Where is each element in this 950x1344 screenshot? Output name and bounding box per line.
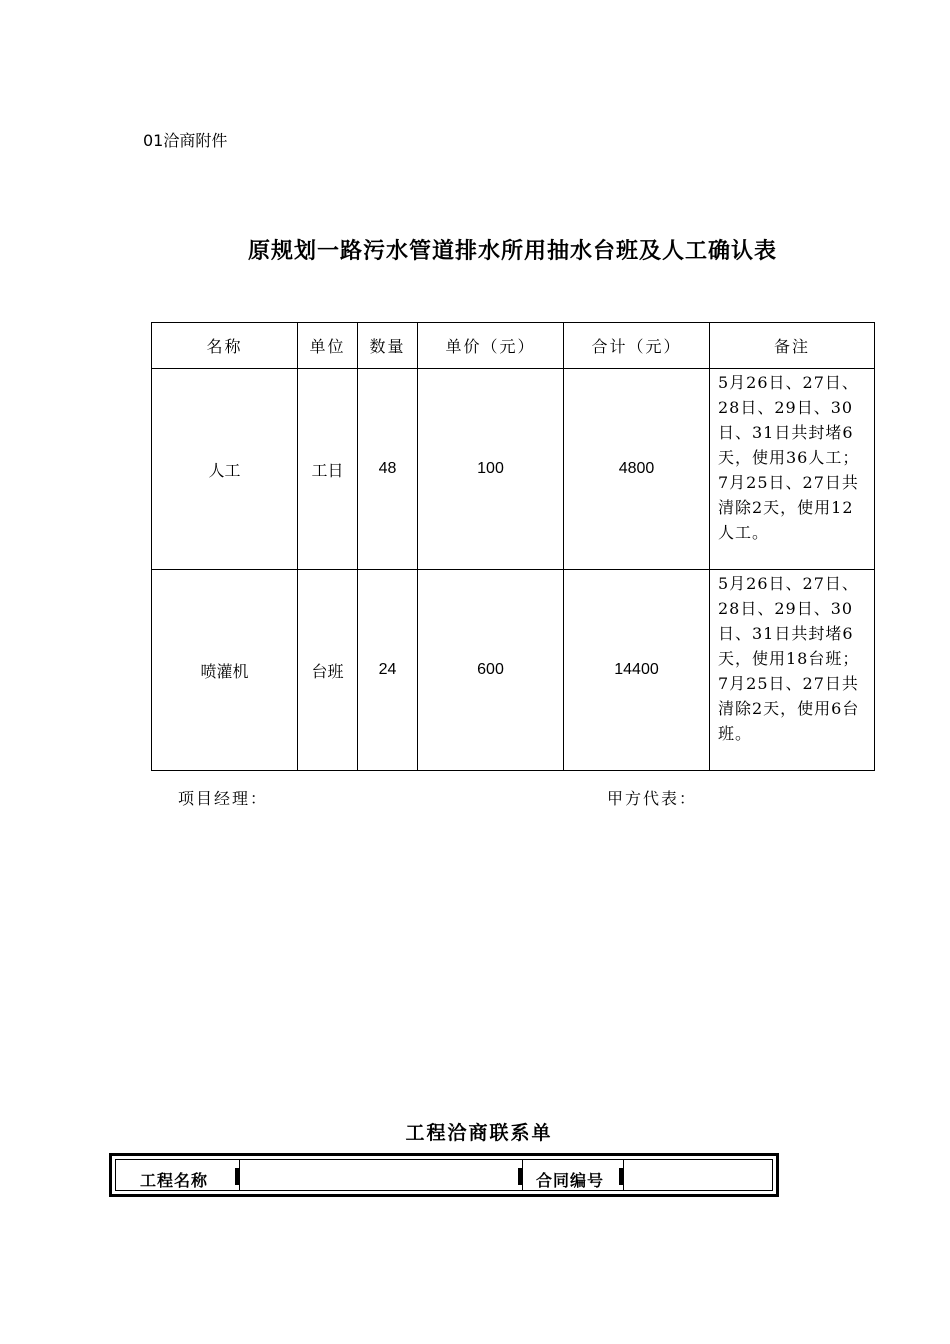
cell-remark: 5月26日、27日、28日、29日、30日、31日共封堵6天，使用18台班；7月25日、27日共清除2天，使用6台班。 [710, 570, 875, 771]
header-unit: 单位 [298, 323, 358, 369]
table-header-row [152, 323, 875, 369]
cell-total: 14400 [564, 570, 710, 771]
header-name: 名称 [152, 323, 298, 369]
project-manager-signature-label: 项目经理： [178, 789, 269, 808]
cell-divider-line [522, 1160, 523, 1190]
header-unit-price: 单价（元） [418, 323, 564, 369]
cell-divider-line [239, 1160, 240, 1190]
cell-remark: 5月26日、27日、28日、29日、30日、31日共封堵6天，使用36人工；7月25日、27日共清除2天，使用12人工。 [710, 369, 875, 570]
header-total: 合计（元） [564, 323, 710, 369]
cell-unit-price: 100 [418, 369, 564, 570]
header-remark: 备注 [710, 323, 875, 369]
contract-number-label: 合同编号 [536, 1171, 605, 1190]
project-name-label: 工程名称 [140, 1171, 209, 1190]
attachment-label: 01洽商附件 [143, 131, 228, 150]
confirmation-table [151, 322, 875, 771]
cell-name: 喷灌机 [152, 570, 298, 771]
cell-quantity: 48 [358, 369, 418, 570]
change-sheet-header-box [109, 1153, 779, 1197]
cell-unit-price: 600 [418, 570, 564, 771]
cell-divider-line [623, 1160, 624, 1190]
cell-name: 人工 [152, 369, 298, 570]
cell-unit: 台班 [298, 570, 358, 771]
change-sheet-inner-frame [115, 1159, 773, 1191]
cell-total: 4800 [564, 369, 710, 570]
table-row [152, 369, 875, 570]
change-sheet-title: 工程洽商联系单 [405, 1122, 553, 1144]
cell-unit: 工日 [298, 369, 358, 570]
header-quantity: 数量 [358, 323, 418, 369]
cell-quantity: 24 [358, 570, 418, 771]
page-title: 原规划一路污水管道排水所用抽水台班及人工确认表 [247, 238, 777, 264]
client-representative-signature-label: 甲方代表： [607, 789, 698, 808]
table-row [152, 570, 875, 771]
